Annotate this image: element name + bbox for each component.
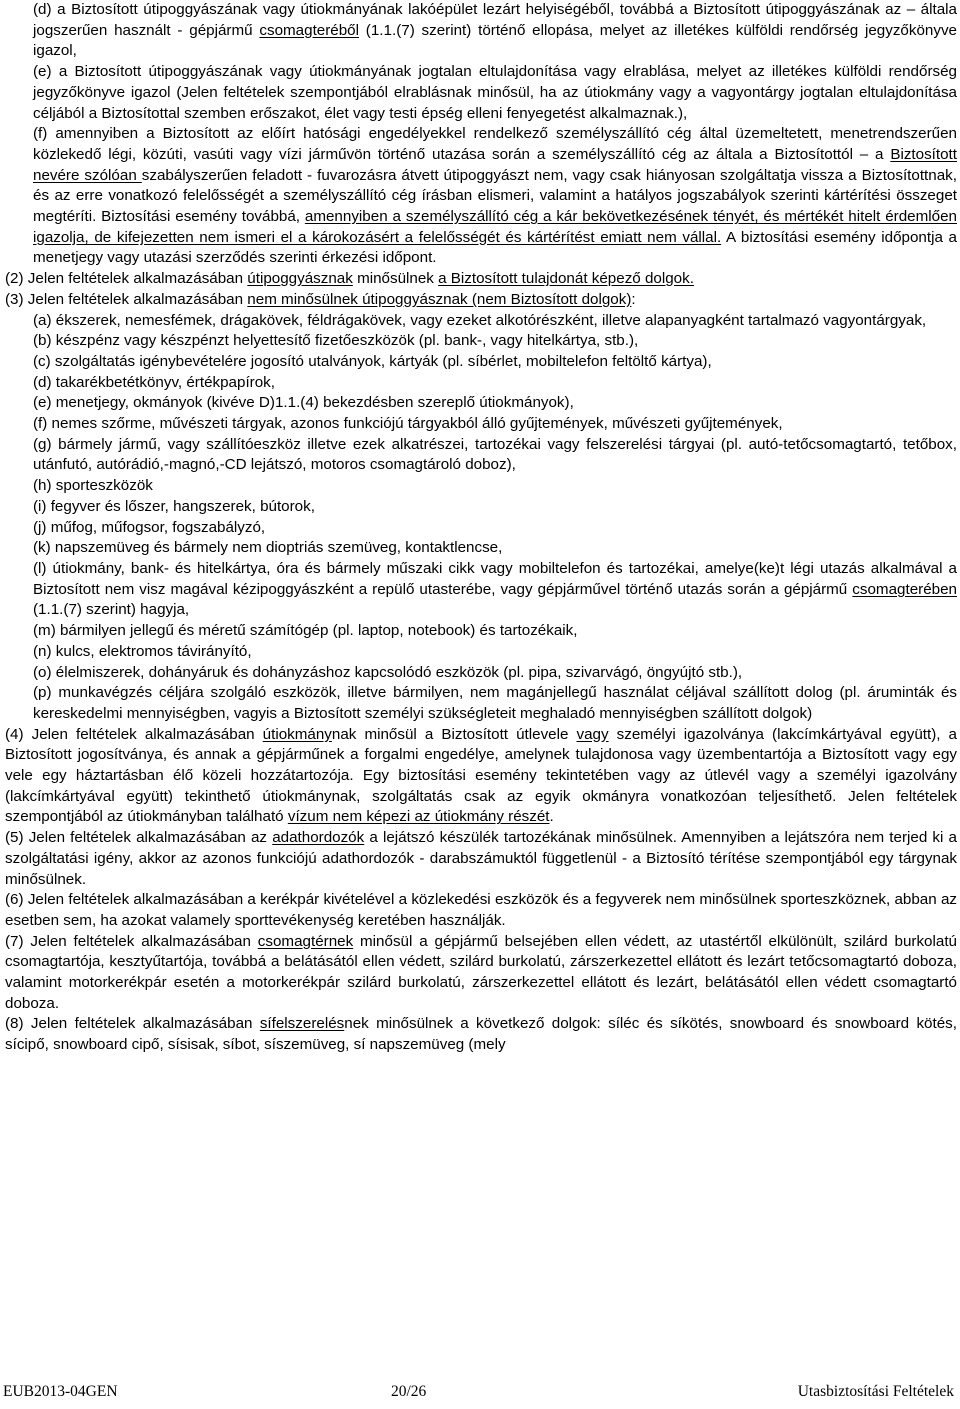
list-item-3a: (a) ékszerek, nemesfémek, drágakövek, féldrágakövek, vagy ezeket alkotórészként, illetve alapanyagként tartalmazó vagyontárgyak, [33,311,927,329]
page-footer [3,1383,954,1405]
text: csomagteréből [259,21,360,39]
list-item-3i: (i) fegyver és lőszer, hangszerek, bútorok, [33,497,315,515]
text: nem minősülnek útipoggyásznak (nem Biztosított dolgok) [247,290,632,308]
paragraph-5 [5,828,957,890]
text: vagy [576,725,609,743]
text: amennyiben a személyszállító cég a kár bekövetkezésének tényét, és mértékét hitelt érdemlően igazolja, de kifejezetten nem ismeri el a károkozásért a felelősségét és kártérítést emiatt nem vállal. [33,208,957,246]
text: csomagterében [852,580,957,598]
list-item-3h: (h) sporteszközök [33,477,153,495]
text: minősülnek [352,270,439,288]
paragraph-1e [5,62,957,124]
paragraph-7 [5,932,957,1015]
list-item-3f: (f) nemes szőrme, művészeti tárgyak, azonos funkciójú tárgyakból álló gyűjtemények, művészeti gyűjtemények, [33,415,783,433]
text: (f) amennyiben a Biztosított az előírt hatósági engedélyekkel rendelkező személyszállító cég által üzemeltetett, menetrendszerűen közlekedő légi, közúti, vasúti vagy vízi járművön történő utazása során a személyszállító cég az általa a Biztosítottól – a [33,125,957,163]
list-item-3n: (n) kulcs, elektromos távirányító, [33,642,252,660]
list-item-3m: (m) bármilyen jellegű és méretű számítógép (pl. laptop, notebook) és tartozékaik, [33,622,578,640]
text: vízum nem képezi az útiokmány részét [287,808,550,826]
text: a lejátszó készülék tartozékának minősülnek. Amennyiben a lejátszóra nem terjed ki a szolgáltatási igény, akkor az azonos funkciójú adathordozók - darabszámuktól függetlenül - a Biztosító térítése szempontjából egy tárgynak minősülnek. [5,829,957,888]
text: minősül a gépjármű belsejében ellen védett, az utastértől elkülönült, szilárd burkolatú csomagtartója, kesztyűtartója, továbbá a belátásától ellen védett, szilárd burkolatú, zárszerkezettel ellátott és lezárt tetőcsomagtartó doboza, valamint motorkerékpár esetén a motorkerékpár szilárd burkolatú, zárszerkezettel ellátott és lezárt, belátásától ellen védett csomagtartó doboza. [5,932,957,1012]
text: csomagtérnek [257,932,354,950]
paragraph-2 [5,269,957,290]
text: (1.1.(7) szerint) hagyja, [33,601,190,619]
text: (8) Jelen feltételek alkalmazásában [5,1015,260,1033]
text: (7) Jelen feltételek alkalmazásában [5,932,258,950]
text: (d) a Biztosított útipoggyászának vagy útiokmányának lakóépület lezárt helyiségéből, továbbá a Biztosított útipoggyászának az – általa jogszerűen használt - gépjármű [33,1,957,39]
text: (3) Jelen feltételek alkalmazásában [5,290,248,308]
list-item-3g: (g) bármely jármű, vagy szállítóeszköz illetve ezek alkatrészei, tartozékai vagy felszerelési tárgyai (pl. autó-tetőcsomagtartó, tetőbox, utánfutó, autórádió,-magnó,-CD lejátszó, motoros csomagtároló doboz), [33,435,957,474]
page-number: 20/26 [391,1383,427,1400]
text: adathordozók [272,829,365,847]
text: nak minősül a Biztosított útlevele [331,725,577,743]
document-title: Utasbiztosítási Feltételek [797,1383,954,1400]
paragraph-8 [5,1014,957,1055]
paragraph-3 [5,290,957,311]
text: (e) a Biztosított útipoggyászának vagy útiokmányának jogtalan eltulajdonítása vagy elrablása, melyet az illetékes külföldi rendőrség jegyzőkönyve igazol (Jelen feltételek szempontjából elrablásnak minősül, ha az útiokmány vagy a vagyontárgy jogtalan eltulajdonítása céljából a Biztosítottal szemben erőszakot, élet vagy testi épség elleni fenyegetést alkalmaznak.), [33,63,957,122]
text: A biztosítási esemény időpontja a menetjegy vagy utazási szerződés szerinti érkezési időpont. [33,228,957,267]
text: útiokmány [262,725,332,743]
text: sífelszerelés [259,1015,345,1033]
text: (2) Jelen feltételek alkalmazásában [5,270,248,288]
list-item-3e: (e) menetjegy, okmányok (kivéve D)1.1.(4) bekezdésben szereplő útiokmányok), [33,394,574,412]
text: személyi igazolványa (lakcímkártyával együtt), a Biztosított jogosítványa, és annak a gépjárműnek a forgalmi engedélye, amelynek tulajdonosa vagy üzembentartója a Biztosított vagy egy vele egy háztartásban élő közeli hozzátartozója. Egy biztosítási esemény tekintetében vagy az útlevél vagy a személyi igazolvány (lakcímkártyával együtt) tekinthető útiokmánynak, szolgáltatás csak az egyik okmányra vonatkozóan teljesíthető. Jelen feltételek szempontjából az útiokmányban található [5,725,957,826]
list-item-3k: (k) napszemüveg és bármely nem dioptriás szemüveg, kontaktlencse, [33,539,503,557]
paragraph-1d [5,0,957,62]
text: : [631,290,636,308]
text: (5) Jelen feltételek alkalmazásában az [5,829,273,847]
text: (l) útiokmány, bank- és hitelkártya, óra és bármely műszaki cikk vagy mobiltelefon és tartozékai, amelye(ke)t légi utazás alkalmával a Biztosított nem visz magával kézipoggyászként a repülő utasterébe, vagy gépjárművel történő utazás során a gépjármű [33,559,957,598]
document-code: EUB2013-04GEN [3,1383,118,1400]
list-item-3b: (b) készpénz vagy készpénzt helyettesítő fizetőeszközök (pl. bank-, vagy hitelkártya, stb.), [33,332,639,350]
list-item-3l [5,559,957,621]
text: nek minősülnek a következő dolgok: síléc és síkötés, snowboard és snowboard kötés, sícipő, snowboard cipő, sísisak, síbot, síszemüveg, sí napszemüveg (mely [5,1015,957,1054]
list-item-3j: (j) műfog, műfogsor, fogszabályzó, [33,518,266,536]
text: (1.1.(7) szerint) történő ellopása, melyet az illetékes külföldi rendőrség jegyzőkönyve igazol, [33,21,958,60]
list-item-3d: (d) takarékbetétkönyv, értékpapírok, [33,373,275,391]
text: (4) Jelen feltételek alkalmazásában [5,725,263,743]
document-body [5,0,957,1056]
paragraph-4 [5,725,957,829]
paragraph-6: (6) Jelen feltételek alkalmazásában a kerékpár kivételével a közlekedési eszközök és a fegyverek nem minősülnek sporteszköznek, abban az esetben sem, ha azokat valamely sporttevékenység keretében használják. [5,891,957,929]
list-item-3c: (c) szolgáltatás igénybevételére jogosító utalványok, kártyák (pl. síbérlet, mobiltelefon feltöltő kártya), [33,352,712,370]
list-item-3p: (p) munkavégzés céljára szolgáló eszközök, illetve bármilyen, nem magánjellegű használat céljával szállított dolog (pl. áruminták és kereskedelmi mennyiségben, vagyis a Biztosított személyi szükségleteit meghaladó mennyiségben szállított dolgok) [33,684,957,722]
paragraph-1f [5,124,957,269]
text: útipoggyásznak [247,270,353,288]
text: . [549,808,554,826]
text: Biztosított nevére szólóan [33,145,957,184]
text: a Biztosított tulajdonát képező dolgok. [438,270,694,288]
text: szabályszerűen feladott - fuvarozásra átvett útipoggyászt nem, vagy csak hiányosan szolgáltatja vissza a Biztosítottnak, és az erre vonatkozó felelősségét a személyszállító cég írásban elismeri, valamint a hatályos jogszabályok szerinti kártérítési összeget megtéríti. Biztosítási esemény továbbá, [33,166,957,226]
list-item-3o: (o) élelmiszerek, dohányáruk és dohányzáshoz kapcsolódó eszközök (pl. pipa, szivarvágó, öngyújtó stb.), [33,663,743,681]
